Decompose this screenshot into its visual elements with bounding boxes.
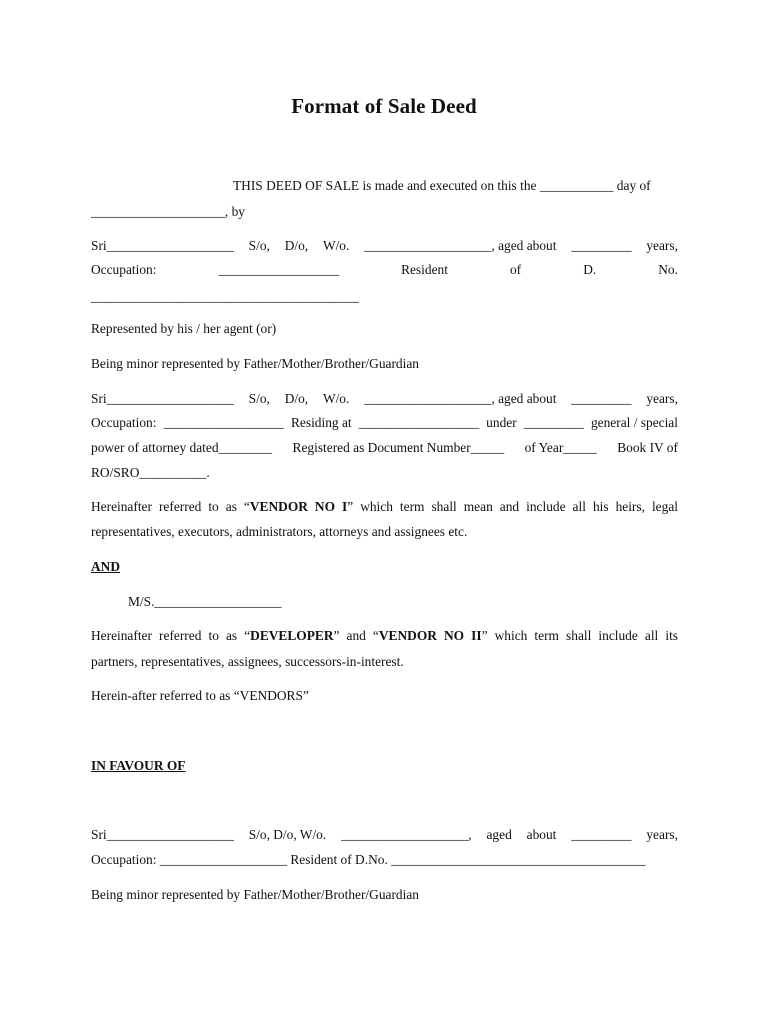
vendor2-clause-prefix: Hereinafter referred to as “: [91, 628, 251, 643]
vendor1-line-3: ________________________________________: [91, 289, 359, 304]
purchaser-relation-blank: ___________________,: [341, 827, 472, 842]
vendor1-d: D.: [583, 262, 597, 277]
vendor1-clause-term: VENDOR NO I: [249, 499, 348, 514]
vendor2-clause-term-vendor2: VENDOR NO II: [378, 628, 482, 643]
vendor1-clause-suffix: ” which term shall mean and include all his heirs, legal: [347, 499, 678, 514]
vendor1b-doc-number: Registered as Document Number_____: [292, 440, 505, 455]
purchaser-years: years,: [646, 827, 678, 842]
vendor1-clause-line-1: [91, 498, 678, 516]
purchaser-aged: aged: [486, 827, 512, 842]
vendor1-sri: Sri___________________: [91, 238, 234, 253]
vendor1b-occupation: Occupation:: [91, 415, 157, 430]
vendor1b-line-1: [91, 390, 678, 408]
vendor1b-line-4: RO/SRO__________.: [91, 465, 210, 480]
vendor1b-do: D/o,: [284, 391, 309, 406]
vendor1-so: S/o,: [248, 238, 270, 253]
vendor1b-poa-date: power of attorney dated________: [91, 440, 273, 455]
intro-line-1: THIS DEED OF SALE is made and executed on this the ___________ day of: [233, 178, 651, 193]
vendor1-resident: Resident: [401, 262, 448, 277]
vendor1-no: No.: [658, 262, 678, 277]
vendor1b-poa-type: general / special: [590, 415, 678, 430]
vendor1-wo: W/o.: [322, 238, 350, 253]
vendors-reference: Herein-after referred to as “VENDORS”: [91, 688, 309, 703]
vendor2-clause-suffix: ” which term shall include all its: [481, 628, 679, 643]
minor-text-1: Being minor represented by Father/Mother/Brother/Guardian: [91, 356, 419, 371]
vendor1-occupation-blank: __________________: [218, 262, 340, 277]
vendor1b-occupation-blank: __________________: [163, 415, 284, 430]
purchaser-sri: Sri___________________: [91, 827, 234, 842]
vendor2-clause-mid: ” and “: [333, 628, 379, 643]
vendor1b-aged: ___________________, aged about: [364, 391, 557, 406]
purchaser-age-blank: _________: [571, 827, 632, 842]
vendor1-line-2: [91, 261, 678, 279]
vendor1b-so: S/o,: [248, 391, 270, 406]
vendor1-clause-line-2: representatives, executors, administrators, attorneys and assignees etc.: [91, 524, 468, 539]
vendor1b-sri: Sri___________________: [91, 391, 234, 406]
represented-agent-text: Represented by his / her agent (or): [91, 321, 277, 336]
intro-line-2: ____________________, by: [91, 204, 245, 219]
vendor1b-wo: W/o.: [322, 391, 350, 406]
vendor1b-age-blank: _________: [571, 391, 632, 406]
vendor1b-residing-blank: __________________: [358, 415, 480, 430]
purchaser-line-2: Occupation: ___________________ Resident of D.No. ______________________________________: [91, 852, 646, 867]
vendor1-line-1: [91, 237, 678, 255]
vendor1b-under: under: [486, 415, 517, 430]
vendor1b-years: years,: [646, 391, 678, 406]
vendor1-aged: ___________________, aged about: [364, 238, 557, 253]
minor-text-2: Being minor represented by Father/Mother/Brother/Guardian: [91, 887, 419, 902]
vendor1-years: years,: [646, 238, 678, 253]
vendor1b-under-blank: _________: [523, 415, 584, 430]
vendor2-clause-line-2: partners, representatives, assignees, successors-in-interest.: [91, 654, 404, 669]
vendor1b-line-2: [91, 414, 678, 432]
vendor1-clause-prefix: Hereinafter referred to as “: [91, 499, 250, 514]
purchaser-about: about: [526, 827, 557, 842]
vendor1b-residing: Residing at: [291, 415, 352, 430]
purchaser-line-1: [91, 826, 678, 844]
ms-line: M/S.___________________: [128, 594, 282, 609]
vendor1b-year: of Year_____: [524, 440, 597, 455]
vendor1b-line-3: [91, 439, 678, 457]
in-favour-heading: IN FAVOUR OF: [91, 758, 186, 773]
vendor1-age-blank: _________: [571, 238, 632, 253]
document-title: Format of Sale Deed: [291, 94, 477, 118]
vendor1-occupation: Occupation:: [91, 262, 157, 277]
vendor1-do: D/o,: [284, 238, 309, 253]
purchaser-relation: S/o, D/o, W/o.: [248, 827, 327, 842]
vendor1-of: of: [509, 262, 522, 277]
vendor2-clause-term-developer: DEVELOPER: [250, 628, 334, 643]
and-heading: AND: [91, 559, 121, 574]
vendor1b-book: Book IV of: [617, 440, 678, 455]
vendor2-clause-line-1: [91, 627, 678, 645]
